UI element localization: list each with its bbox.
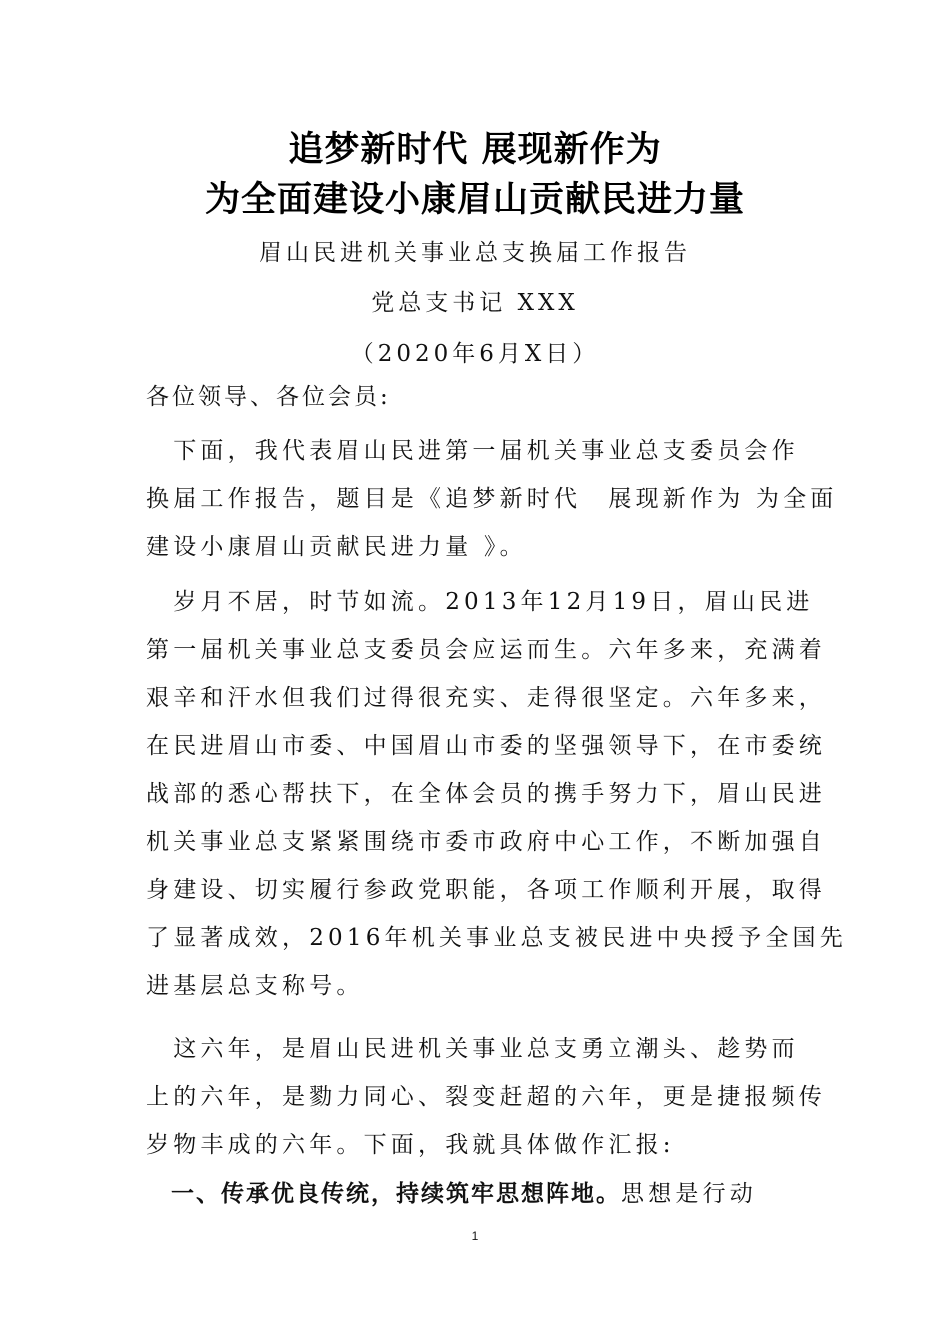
paragraph-line: 机关事业总支紧紧围绕市委市政府中心工作，不断加强自 bbox=[146, 829, 826, 855]
section-heading-1: 一、传承优良传统，持续筑牢思想阵地。 bbox=[146, 1181, 621, 1207]
paragraph-line: 在民进眉山市委、中国眉山市委的坚强领导下，在市委统 bbox=[146, 733, 826, 759]
paragraph-line: 身建设、切实履行参政党职能，各项工作顺利开展，取得 bbox=[146, 877, 826, 903]
date-line: （2020年6月X日） bbox=[350, 341, 600, 367]
salutation: 各位领导、各位会员: bbox=[146, 384, 391, 410]
title-line-1: 追梦新时代 展现新作为 bbox=[288, 130, 662, 170]
paragraph-line: 下面，我代表眉山民进第一届机关事业总支委员会作 bbox=[146, 438, 799, 464]
paragraph-line: 战部的悉心帮扶下，在全体会员的携手努力下，眉山民进 bbox=[146, 781, 826, 807]
author-line: 党总支书记 XXX bbox=[371, 290, 579, 316]
paragraph-1 bbox=[146, 427, 838, 571]
paragraph-line: 岁月不居，时节如流。2013年12月19日，眉山民进 bbox=[146, 589, 814, 615]
report-subtitle: 眉山民进机关事业总支换届工作报告 bbox=[259, 240, 691, 266]
paragraph-line: 岁物丰成的六年。下面，我就具体做作汇报: bbox=[146, 1132, 675, 1158]
paragraph-line: 建设小康眉山贡献民进力量 》。 bbox=[146, 534, 527, 560]
page-number: 1 bbox=[471, 1229, 479, 1243]
section-heading-continuation: 思想是行动 bbox=[621, 1181, 757, 1207]
paragraph-line: 了显著成效，2016年机关事业总支被民进中央授予全国先 bbox=[146, 925, 847, 951]
paragraph-2 bbox=[146, 578, 847, 1010]
paragraph-line: 上的六年，是勠力同心、裂变赶超的六年，更是捷报频传 bbox=[146, 1084, 826, 1110]
section-heading-paragraph bbox=[146, 1170, 806, 1218]
paragraph-3 bbox=[146, 1025, 826, 1169]
paragraph-line: 这六年，是眉山民进机关事业总支勇立潮头、趁势而 bbox=[146, 1036, 799, 1062]
paragraph-line: 艰辛和汗水但我们过得很充实、走得很坚定。六年多来， bbox=[146, 685, 826, 711]
paragraph-line: 换届工作报告，题目是《追梦新时代 展现新作为 为全面 bbox=[146, 486, 838, 512]
title-line-2: 为全面建设小康眉山贡献民进力量 bbox=[204, 180, 745, 220]
paragraph-line bbox=[146, 1170, 806, 1218]
paragraph-line: 第一届机关事业总支委员会应运而生。六年多来，充满着 bbox=[146, 637, 826, 663]
paragraph-line: 进基层总支称号。 bbox=[146, 973, 364, 999]
